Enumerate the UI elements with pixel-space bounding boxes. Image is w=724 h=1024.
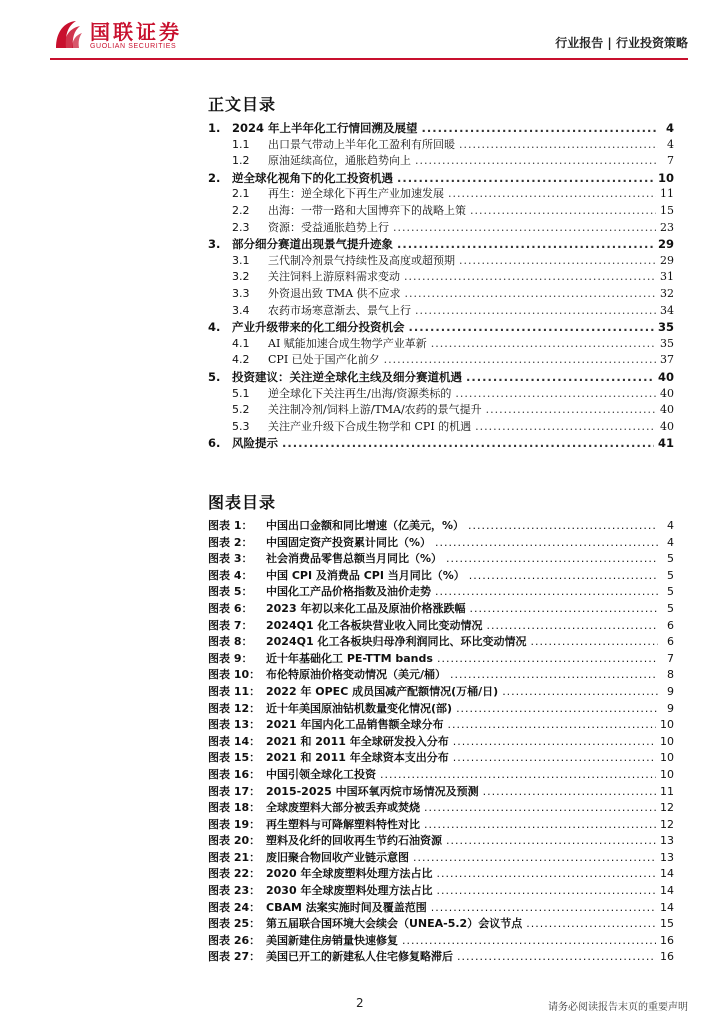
figure-number: 图表 9：	[208, 651, 253, 665]
figure-title: 布伦特原油价格变动情况（美元/桶）	[266, 668, 447, 682]
figure-title: 近十年基础化工 PE-TTM bands	[266, 651, 433, 665]
figure-list-entry[interactable]	[208, 568, 674, 585]
dot-leader	[469, 601, 658, 618]
figure-list-entry[interactable]	[208, 767, 674, 784]
dot-leader	[380, 767, 656, 784]
dot-leader	[413, 850, 656, 867]
figure-page: 13	[660, 850, 674, 864]
figure-list-entry[interactable]	[208, 850, 674, 867]
toc-entry-page: 11	[660, 187, 674, 201]
toc-entry-number: 3.	[208, 237, 221, 252]
figure-page: 10	[660, 718, 674, 732]
dot-leader	[486, 402, 656, 419]
dot-leader	[404, 269, 656, 286]
toc-entry-number: 1.	[208, 121, 221, 135]
toc-entry-number: 5.3	[232, 419, 250, 433]
figure-number: 图表 17：	[208, 784, 261, 798]
figure-number: 图表 13：	[208, 718, 261, 732]
figure-page: 7	[667, 651, 674, 665]
figure-number: 图表 23：	[208, 884, 261, 898]
toc-chapter-entry[interactable]	[208, 369, 674, 386]
figure-number: 图表 25：	[208, 917, 261, 931]
toc-entry-number: 4.2	[232, 353, 250, 367]
toc-entry-page: 29	[657, 237, 674, 252]
figure-page: 9	[667, 701, 674, 715]
toc-entry-title: 投资建议：关注逆全球化主线及细分赛道机遇	[232, 369, 462, 384]
dot-leader	[455, 386, 656, 403]
dot-leader	[424, 800, 656, 817]
figure-title: 全球废塑料大部分被丢弃或焚烧	[266, 801, 420, 815]
dot-leader	[436, 866, 656, 883]
figure-list-entry[interactable]	[208, 535, 674, 552]
figure-number: 图表 24：	[208, 900, 261, 914]
figure-list-entry[interactable]	[208, 784, 674, 801]
logo-english-name: GUOLIAN SECURITIES	[90, 42, 177, 50]
toc-entry-title: 逆全球化下关注再生/出海/资源类标的	[268, 386, 452, 400]
toc-entry-page: 15	[660, 203, 674, 217]
dot-leader	[436, 883, 656, 900]
dot-leader	[446, 551, 658, 568]
figure-number: 图表 3：	[208, 552, 253, 566]
figure-list-entry[interactable]	[208, 701, 674, 718]
dot-leader	[282, 435, 654, 452]
figure-page: 10	[660, 767, 674, 781]
dot-leader	[397, 236, 654, 253]
toc-entry-page: 40	[660, 386, 674, 400]
figure-number: 图表 26：	[208, 933, 261, 947]
figure-number: 图表 14：	[208, 734, 261, 748]
figure-list-entry[interactable]	[208, 667, 674, 684]
toc-entry-title: 资源：受益通胀趋势上行	[268, 220, 389, 234]
disclaimer-note: 请务必阅读报告末页的重要声明	[548, 1002, 688, 1013]
figure-list-entry[interactable]	[208, 584, 674, 601]
page-number: 2	[356, 996, 364, 1010]
toc-entry-page: 32	[660, 286, 674, 300]
figure-title: 中国出口金额和同比增速（亿美元，%）	[266, 519, 465, 532]
figure-number: 图表 18：	[208, 801, 261, 815]
toc-entry-page: 34	[660, 303, 674, 317]
figure-title: 第五届联合国环境大会续会（UNEA-5.2）会议节点	[266, 917, 523, 931]
dot-leader	[402, 933, 656, 950]
toc-entry-page: 4	[667, 137, 674, 151]
toc-entry-number: 3.3	[232, 286, 250, 300]
toc-entry-page: 7	[667, 154, 674, 168]
figure-title: 2024Q1 化工各板块归母净利润同比、环比变动情况	[266, 635, 527, 649]
figure-list-entry[interactable]	[208, 800, 674, 817]
dot-leader	[468, 518, 658, 535]
dot-leader	[466, 369, 654, 386]
figure-page: 14	[660, 867, 674, 881]
toc-entry-title: 原油延续高位，通胀趋势向上	[268, 154, 411, 168]
toc-entry-page: 40	[660, 419, 674, 433]
figure-list-entry[interactable]	[208, 551, 674, 568]
figures-heading: 图表目录	[208, 493, 277, 512]
toc-section-entry[interactable]	[208, 269, 674, 286]
toc-entry-number: 2.	[208, 170, 221, 185]
toc-section-entry[interactable]	[208, 286, 674, 303]
toc-heading: 正文目录	[208, 95, 277, 114]
toc-entry-number: 3.2	[232, 270, 250, 284]
toc-section-entry[interactable]	[208, 137, 674, 154]
figure-number: 图表 4：	[208, 568, 253, 582]
dot-leader	[450, 667, 658, 684]
figure-page: 5	[667, 585, 674, 599]
toc-entry-title: AI 赋能加速合成生物学产业革新	[268, 336, 427, 350]
figure-page: 4	[667, 535, 674, 549]
report-type-label: 行业报告 | 行业投资策略	[555, 36, 688, 50]
toc-entry-number: 3.1	[232, 253, 250, 267]
toc-entry-number: 6.	[208, 436, 221, 451]
dot-leader	[431, 336, 656, 353]
dot-leader	[384, 352, 656, 369]
toc-entry-number: 5.	[208, 369, 221, 384]
figure-list-entry[interactable]	[208, 933, 674, 950]
figure-page: 5	[667, 601, 674, 615]
figure-number: 图表 12：	[208, 701, 261, 715]
toc-entry-page: 4	[665, 121, 674, 135]
toc-chapter-entry[interactable]	[208, 170, 674, 187]
toc-section-entry[interactable]	[208, 402, 674, 419]
figure-number: 图表 10：	[208, 668, 261, 682]
toc-chapter-entry[interactable]	[208, 435, 674, 452]
figure-title: 中国化工产品价格指数及油价走势	[266, 585, 431, 599]
toc-entry-title: 农药市场寒意渐去、景气上行	[268, 303, 411, 317]
toc-entry-number: 2.1	[232, 187, 250, 201]
toc-entry-title: 出口景气带动上半年化工盈利有所回暖	[268, 137, 455, 151]
figure-list-entry[interactable]	[208, 883, 674, 900]
figure-title: 美国已开工的新建私人住宅修复略滞后	[266, 950, 453, 964]
toc-entry-page: 40	[660, 403, 674, 417]
figure-list-entry[interactable]	[208, 833, 674, 850]
dot-leader	[409, 319, 654, 336]
dot-leader	[456, 701, 658, 718]
toc-entry-page: 29	[660, 253, 674, 267]
figure-page: 6	[667, 635, 674, 649]
figure-number: 图表 22：	[208, 867, 261, 881]
toc-entry-title: 关注制冷剂/饲料上游/TMA/农药的景气提升	[268, 403, 482, 417]
toc-entry-title: 产业升级带来的化工细分投资机会	[232, 320, 405, 335]
figure-title: 2022 年 OPEC 成员国减产配额情况(万桶/日)	[266, 684, 499, 698]
figure-number: 图表 15：	[208, 751, 261, 765]
figure-page: 16	[660, 933, 674, 947]
figure-title: 2021 和 2011 年全球资本支出分布	[266, 751, 449, 765]
toc-section-entry[interactable]	[208, 186, 674, 203]
toc-chapter-entry[interactable]	[208, 236, 674, 253]
dot-leader	[424, 817, 656, 834]
logo-icon	[50, 18, 84, 52]
dot-leader	[457, 949, 656, 966]
toc-entry-number: 1.1	[232, 137, 250, 151]
toc-section-entry[interactable]	[208, 336, 674, 353]
figure-title: 2024Q1 化工各板块营业收入同比变动情况	[266, 618, 483, 632]
figure-title: 2015-2025 中国环氧丙烷市场情况及预测	[266, 784, 479, 798]
figure-title: CBAM 法案实施时间及覆盖范围	[266, 900, 427, 914]
figure-list-entry[interactable]	[208, 717, 674, 734]
toc-section-entry[interactable]	[208, 386, 674, 403]
figure-number: 图表 2：	[208, 535, 253, 549]
dot-leader	[459, 137, 658, 154]
figure-page: 5	[667, 552, 674, 566]
toc-section-entry[interactable]	[208, 253, 674, 270]
figure-title: 2030 年全球废塑料处理方法占比	[266, 884, 433, 898]
dot-leader	[526, 916, 656, 933]
figure-page: 16	[660, 950, 674, 964]
figure-number: 图表 1：	[208, 519, 253, 532]
toc-entry-page: 35	[660, 336, 674, 350]
header-divider	[50, 58, 688, 60]
figure-page: 10	[660, 734, 674, 748]
figure-list-entry[interactable]	[208, 618, 674, 635]
figure-list-entry[interactable]	[208, 900, 674, 917]
table-of-contents	[208, 120, 674, 452]
dot-leader	[397, 170, 654, 187]
figure-title: 2020 年全球废塑料处理方法占比	[266, 867, 433, 881]
toc-chapter-entry[interactable]	[208, 319, 674, 336]
figure-page: 5	[667, 568, 674, 582]
figure-number: 图表 11：	[208, 684, 261, 698]
dot-leader	[453, 734, 656, 751]
toc-entry-title: 三代制冷剂景气持续性及高度或超预期	[268, 253, 455, 267]
toc-entry-title: 逆全球化视角下的化工投资机遇	[232, 170, 393, 185]
toc-entry-title: 风险提示	[232, 436, 278, 451]
dot-leader	[469, 568, 658, 585]
figure-list-entry[interactable]	[208, 866, 674, 883]
figure-page: 6	[667, 618, 674, 632]
dot-leader	[422, 120, 658, 137]
toc-entry-title: CPI 已处于国产化前夕	[268, 353, 380, 367]
toc-entry-number: 4.	[208, 320, 221, 335]
toc-entry-number: 5.2	[232, 403, 250, 417]
toc-entry-page: 23	[660, 220, 674, 234]
page-header	[0, 0, 724, 70]
figure-list-entry[interactable]	[208, 518, 674, 535]
toc-entry-number: 2.3	[232, 220, 250, 234]
figure-number: 图表 19：	[208, 817, 261, 831]
toc-entry-title: 关注产业升级下合成生物学和 CPI 的机遇	[268, 419, 472, 433]
figure-title: 2021 和 2011 年全球研发投入分布	[266, 734, 449, 748]
toc-entry-title: 出海：一带一路和大国博弈下的战略上策	[268, 203, 466, 217]
figure-list-entry[interactable]	[208, 949, 674, 966]
toc-entry-page: 35	[657, 320, 674, 335]
figure-title: 废旧聚合物回收产业链示意图	[266, 850, 409, 864]
dot-leader	[502, 684, 658, 701]
figure-list-entry[interactable]	[208, 750, 674, 767]
figure-list-entry[interactable]	[208, 916, 674, 933]
list-of-figures	[208, 518, 674, 966]
toc-section-entry[interactable]	[208, 352, 674, 369]
dot-leader	[486, 618, 658, 635]
figure-list-entry[interactable]	[208, 684, 674, 701]
dot-leader	[453, 750, 656, 767]
logo-chinese-name: 国联证券	[90, 19, 182, 44]
figure-page: 11	[660, 784, 674, 798]
figure-page: 10	[660, 751, 674, 765]
figure-title: 塑料及化纤的回收再生节约石油资源	[266, 834, 442, 848]
figure-list-entry[interactable]	[208, 601, 674, 618]
dot-leader	[437, 651, 658, 668]
figure-title: 中国 CPI 及消费品 CPI 当月同比（%）	[266, 568, 465, 582]
toc-entry-title: 2024 年上半年化工行情回溯及展望	[232, 121, 418, 135]
figure-list-entry[interactable]	[208, 817, 674, 834]
figure-title: 近十年美国原油钻机数量变化情况(部)	[266, 701, 453, 715]
figure-page: 14	[660, 884, 674, 898]
dot-leader	[483, 784, 656, 801]
figure-page: 14	[660, 900, 674, 914]
figure-title: 2023 年初以来化工品及原油价格涨跌幅	[266, 601, 466, 615]
figure-title: 美国新建住房销量快速修复	[266, 933, 398, 947]
dot-leader	[475, 419, 656, 436]
dot-leader	[405, 286, 656, 303]
toc-entry-page: 31	[660, 270, 674, 284]
toc-entry-page: 41	[657, 436, 674, 451]
dot-leader	[447, 717, 656, 734]
company-logo	[50, 18, 182, 52]
figure-title: 再生塑料与可降解塑料特性对比	[266, 817, 420, 831]
figure-title: 中国固定资产投资累计同比（%）	[266, 535, 432, 549]
dot-leader	[459, 253, 656, 270]
figure-number: 图表 27：	[208, 950, 261, 964]
figure-title: 2021 年国内化工品销售额全球分布	[266, 718, 444, 732]
figure-number: 图表 16：	[208, 767, 261, 781]
figure-list-entry[interactable]	[208, 734, 674, 751]
figure-page: 13	[660, 834, 674, 848]
figure-number: 图表 21：	[208, 850, 261, 864]
toc-entry-title: 关注饲料上游原料需求变动	[268, 270, 400, 284]
toc-entry-title: 部分细分赛道出现景气提升迹象	[232, 237, 393, 252]
dot-leader	[446, 833, 656, 850]
dot-leader	[470, 203, 656, 220]
toc-chapter-entry[interactable]	[208, 120, 674, 137]
figure-title: 中国引领全球化工投资	[266, 767, 376, 781]
toc-entry-title: 外资退出致 TMA 供不应求	[268, 286, 401, 300]
figure-title: 社会消费品零售总额当月同比（%）	[266, 552, 443, 566]
toc-section-entry[interactable]	[208, 303, 674, 320]
dot-leader	[530, 634, 658, 651]
toc-section-entry[interactable]	[208, 220, 674, 237]
toc-entry-page: 40	[657, 369, 674, 384]
figure-number: 图表 7：	[208, 618, 253, 632]
figure-number: 图表 20：	[208, 834, 261, 848]
dot-leader	[393, 220, 656, 237]
figure-number: 图表 6：	[208, 601, 253, 615]
figure-page: 12	[660, 801, 674, 815]
figure-page: 12	[660, 817, 674, 831]
toc-entry-page: 37	[660, 353, 674, 367]
figure-number: 图表 5：	[208, 585, 253, 599]
dot-leader	[435, 584, 658, 601]
dot-leader	[448, 186, 656, 203]
figure-page: 15	[660, 917, 674, 931]
toc-entry-title: 再生：逆全球化下再生产业加速发展	[268, 187, 444, 201]
toc-entry-page: 10	[657, 170, 674, 185]
figure-page: 8	[667, 668, 674, 682]
toc-entry-number: 2.2	[232, 203, 250, 217]
toc-section-entry[interactable]	[208, 153, 674, 170]
figure-list-entry[interactable]	[208, 651, 674, 668]
figure-list-entry[interactable]	[208, 634, 674, 651]
toc-entry-number: 3.4	[232, 303, 250, 317]
toc-section-entry[interactable]	[208, 203, 674, 220]
figure-page: 4	[667, 519, 674, 532]
dot-leader	[435, 535, 658, 552]
dot-leader	[415, 153, 658, 170]
dot-leader	[431, 900, 656, 917]
figure-page: 9	[667, 684, 674, 698]
toc-entry-number: 5.1	[232, 386, 250, 400]
toc-section-entry[interactable]	[208, 419, 674, 436]
figure-number: 图表 8：	[208, 635, 253, 649]
toc-entry-number: 1.2	[232, 154, 250, 168]
toc-entry-number: 4.1	[232, 336, 250, 350]
dot-leader	[415, 303, 656, 320]
